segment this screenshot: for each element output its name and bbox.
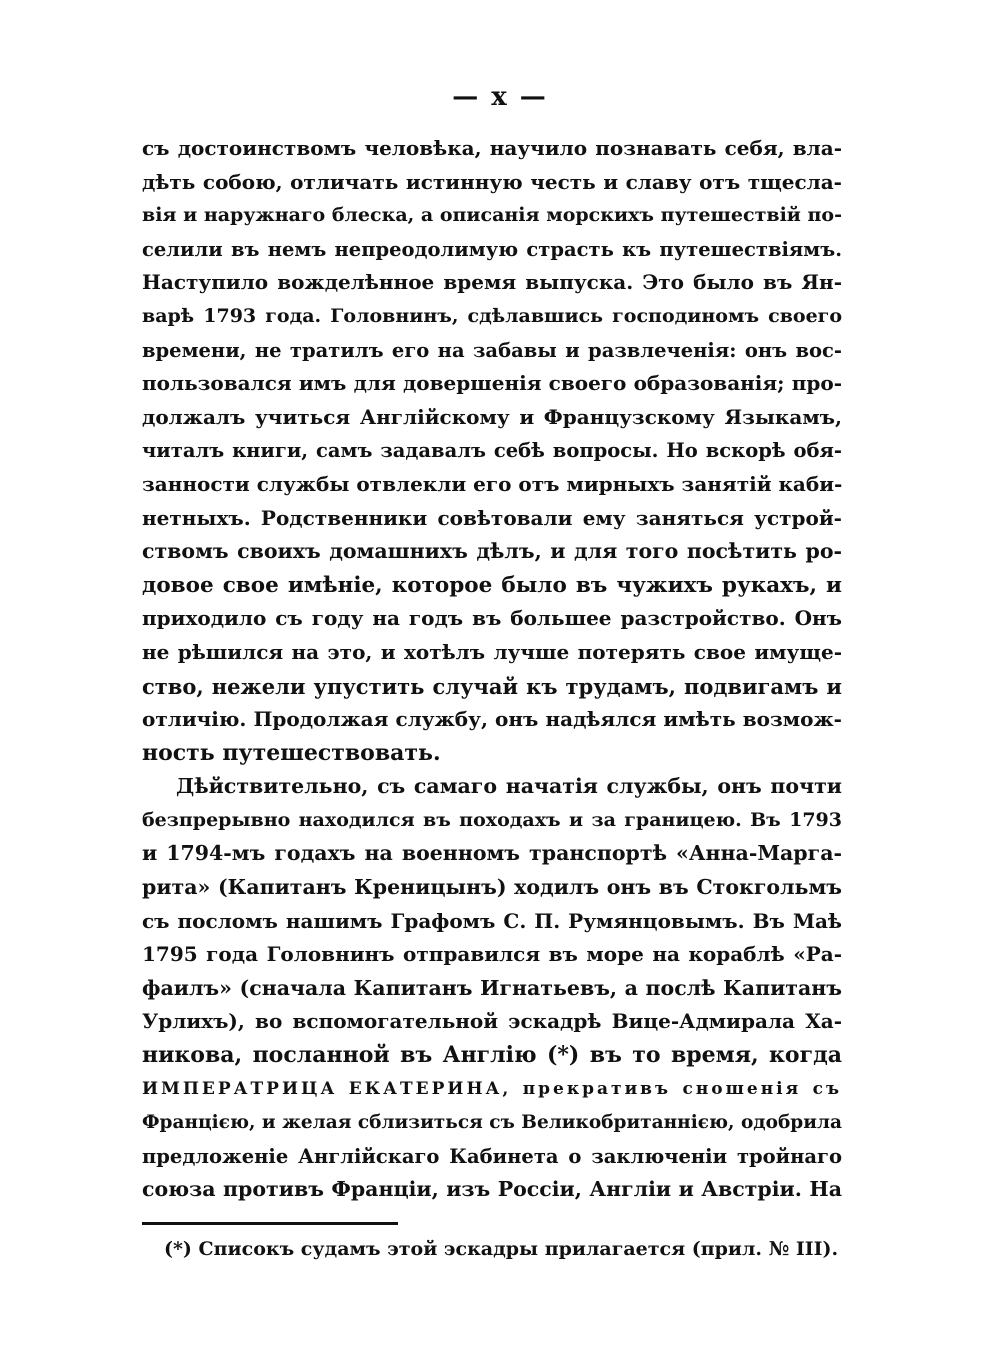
text-line: фаилъ» (сначала Капитанъ Игнатьевъ, а послѣ Капитанъ [142, 975, 842, 1000]
text-line: должалъ учиться Англійскому и Французскому Языкамъ, [142, 404, 842, 429]
footnote-divider [142, 1222, 398, 1225]
text-line: 1795 года Головнинъ отправился въ море на кораблѣ «Ра- [142, 942, 842, 967]
text-line: Францією, и желая сблизиться съ Великобританнією, одобрила [142, 1112, 842, 1134]
text-line: пользовался имъ для довершенія своего образованія; про- [142, 371, 842, 396]
text-line: союза противъ Франціи, изъ Россіи, Англіи и Австріи. На [142, 1177, 842, 1202]
text-line: вія и наружнаго блеска, а описанія морскихъ путешествій по- [142, 204, 842, 227]
text-line: довое свое имѣніе, которое было въ чужихъ рукахъ, и [142, 572, 842, 598]
text-line: съ посломъ нашимъ Графомъ С. П. Румянцовымъ. Въ Маѣ [142, 908, 842, 933]
text-line: съ достоинствомъ человѣка, научило познавать себя, вла- [142, 136, 842, 160]
text-line: и 1794-мъ годахъ на военномъ транспортѣ «Анна-Марга- [142, 841, 842, 866]
text-line: селили въ немъ непреодолимую страсть къ путешествіямъ. [142, 237, 842, 261]
text-line: читалъ книги, самъ задавалъ себѣ вопросы. Но вскорѣ обя- [142, 439, 842, 463]
text-line: не рѣшился на это, и хотѣлъ лучше потерять свое имуще- [142, 639, 842, 664]
text-line: ИМПЕРАТРИЦА ЕКАТЕРИНА, прекративъ сношенія съ [142, 1078, 842, 1099]
page-number: — x — [452, 82, 548, 112]
text-line: времени, не тратилъ его на забавы и развлеченія: онъ вос- [142, 338, 842, 362]
text-line: ствомъ своихъ домашнихъ дѣлъ, и для того посѣтить ро- [142, 539, 842, 564]
body-text [142, 132, 842, 1207]
text-line: нетныхъ. Родственники совѣтовали ему заняться устрой- [142, 505, 842, 530]
text-line: предложеніе Англійскаго Кабинета о заключеніи тройнаго [142, 1144, 842, 1168]
footnote: (*) Списокъ судамъ этой эскадры прилагается (прил. № III). [164, 1238, 839, 1260]
text-line: дѣть собою, отличать истинную честь и славу отъ тщесла- [142, 169, 842, 194]
text-line: безпрерывно находился въ походахъ и за границею. Въ 1793 [142, 808, 842, 831]
text-line: Урлихъ), во вспомогательной эскадрѣ Вице-Адмирала Ха- [142, 1009, 842, 1034]
text-line: занности службы отвлекли его отъ мирныхъ занятій каби- [142, 471, 843, 496]
text-line: Дѣйствительно, съ самаго начатія службы, онъ почти [176, 774, 842, 799]
text-line: никова, посланной въ Англію (*) въ то время, когда [142, 1042, 842, 1069]
text-line: ство, нежели упустить случай къ трудамъ, подвигамъ и [142, 673, 842, 699]
text-line: рита» (Капитанъ Креницынъ) ходилъ онъ въ Стокгольмъ [142, 875, 842, 900]
text-line: отличію. Продолжая службу, онъ надѣялся имѣть возмож- [142, 707, 842, 732]
text-line: варѣ 1793 года. Головнинъ, сдѣлавшись господиномъ своего [142, 304, 842, 327]
text-line: приходило съ году на годъ въ большее разстройство. Онъ [142, 606, 842, 631]
text-line: ность путешествовать. [142, 739, 441, 766]
text-line: Наступило вожделѣнное время выпуска. Это было въ Ян- [142, 270, 842, 295]
